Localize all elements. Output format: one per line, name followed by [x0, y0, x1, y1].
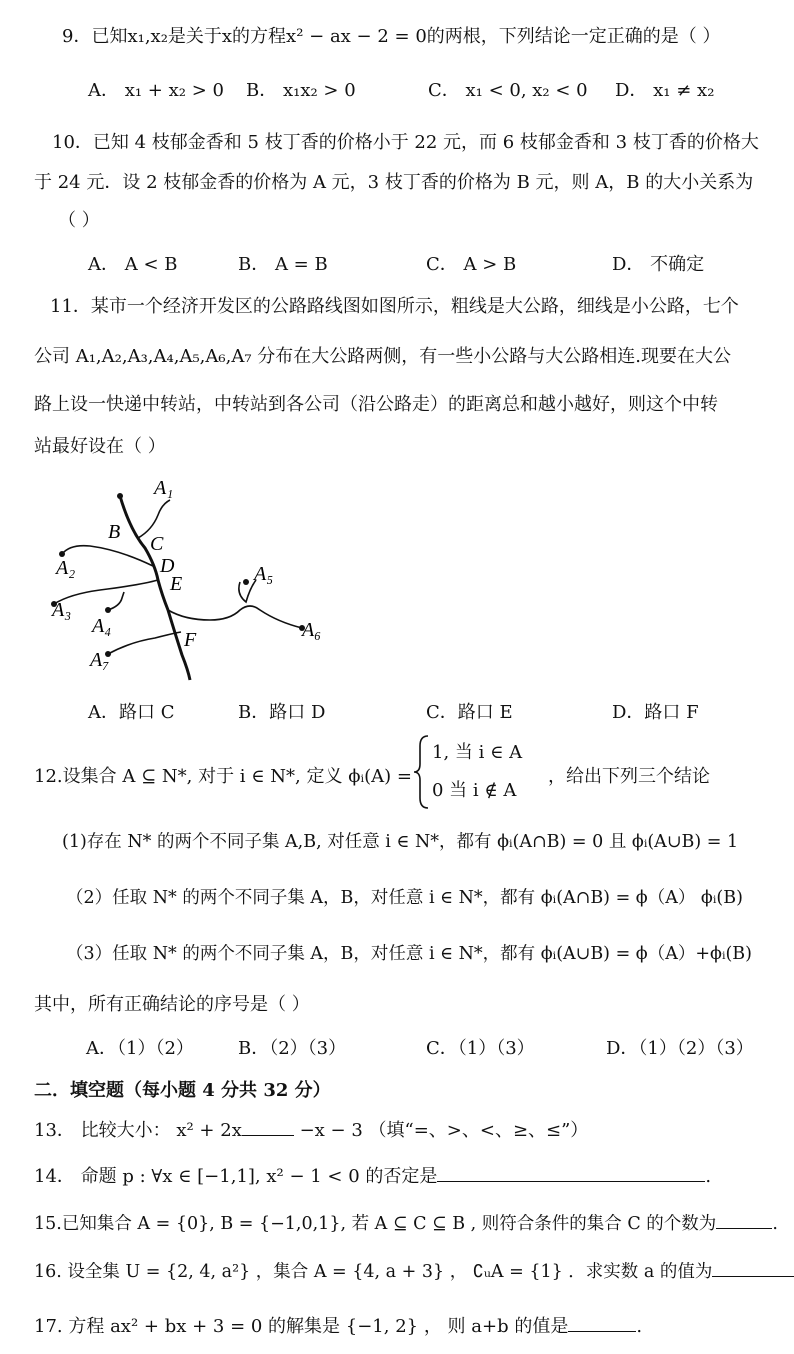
- q11-line-4: 站最好设在（ ）: [34, 436, 166, 457]
- q12-option-c: C．（1）（3）: [426, 1038, 535, 1059]
- q10-line-2: 于 24 元．设 2 枝郁金香的价格为 A 元，3 枝丁香的价格为 B 元，则 A，B 的大小关系为: [34, 172, 754, 193]
- q10-line-1: 10．已知 4 枝郁金香和 5 枝丁香的价格小于 22 元，而 6 枝郁金香和 3 枝丁香的价格大: [52, 132, 759, 153]
- q11-option-d: D．路口 F: [612, 702, 699, 723]
- q16: [34, 1258, 794, 1283]
- q17: [34, 1312, 642, 1338]
- q17-text-after: .: [636, 1316, 643, 1337]
- label-d: D: [160, 555, 175, 577]
- q12-prefix: 12.设集合 A ⊆ N*, 对于 i ∈ N*, 定义 ϕᵢ(A) =: [34, 766, 412, 787]
- q12-option-a: A．（1）（2）: [86, 1038, 194, 1059]
- q14-answer-blank[interactable]: [437, 1181, 705, 1182]
- q13: [34, 1116, 588, 1142]
- label-a3: A₃: [52, 599, 72, 621]
- q10-option-d: D． 不确定: [612, 254, 705, 275]
- q12-option-d: D．（1）（2）（3）: [606, 1038, 754, 1059]
- label-e: E: [170, 573, 183, 595]
- label-f: F: [184, 629, 197, 651]
- q10-line-3: （ ）: [58, 210, 100, 231]
- label-b: B: [108, 521, 121, 543]
- q12-case-2: 0 当 i ∉ A: [432, 780, 517, 801]
- q11-option-b: B．路口 D: [238, 702, 326, 723]
- q16-text-before: 16. 设全集 U = {2, 4, a²} ，集合 A = {4, a + 3} ， ∁ᵤA = {1} ．求实数 a 的值为: [34, 1262, 713, 1282]
- dot-a5: [243, 579, 249, 585]
- q12-brace: [412, 734, 432, 810]
- q17-text-before: 17. 方程 ax² + bx + 3 = 0 的解集是 {−1, 2} ， 则 a+b 的值是: [34, 1316, 569, 1337]
- q11-option-a: A．路口 C: [88, 702, 175, 723]
- q12-statement-2: （2）任取 N* 的两个不同子集 A，B，对任意 i ∈ N*，都有 ϕᵢ(A∩B) = ϕ（A） ϕᵢ(B): [66, 888, 743, 908]
- q12-statement-3: （3）任取 N* 的两个不同子集 A，B，对任意 i ∈ N*，都有 ϕᵢ(A∪B) = ϕ（A）+ϕᵢ(B): [66, 944, 752, 964]
- road-a2: [62, 546, 153, 566]
- q9-option-c: C． x₁ < 0, x₂ < 0: [428, 80, 588, 101]
- q17-answer-blank[interactable]: [568, 1331, 636, 1332]
- q9-option-b: B． x₁x₂ > 0: [246, 80, 356, 101]
- q15-text-after: .: [772, 1214, 778, 1234]
- q14-text-after: .: [705, 1166, 712, 1187]
- dot-a1: [117, 493, 123, 499]
- q12-case-1: 1, 当 i ∈ A: [432, 742, 523, 763]
- road-a4: [108, 592, 124, 610]
- q11-option-c: C．路口 E: [426, 702, 513, 723]
- q9-stem: 9．已知x₁,x₂是关于x的方程x² − ax − 2 = 0的两根，下列结论一定正确的是（ ）: [62, 26, 721, 47]
- q11-line-2: 公司 A₁,A₂,A₃,A₄,A₅,A₆,A₇ 分布在大公路两侧，有一些小公路与大公路相连.现要在大公: [34, 346, 731, 367]
- label-a7: A₇: [90, 649, 110, 671]
- q11-line-1: 11．某市一个经济开发区的公路路线图如图所示，粗线是大公路，细线是小公路，七个: [50, 296, 739, 317]
- q15-answer-blank[interactable]: [716, 1228, 772, 1229]
- q9-option-d: D． x₁ ≠ x₂: [615, 80, 715, 101]
- q15: [34, 1210, 778, 1235]
- road-a6: [168, 606, 302, 628]
- label-a5: A₅: [254, 563, 274, 585]
- q12-option-b: B．（2）（3）: [238, 1038, 347, 1059]
- q13-text-after: −x − 3 （填“=、>、<、≥、≤”）: [293, 1120, 589, 1141]
- q13-text-before: 13． 比较大小： x² + 2x: [34, 1120, 242, 1141]
- label-a1: A₁: [154, 477, 174, 499]
- q10-option-b: B． A = B: [238, 254, 328, 275]
- label-a6: A₆: [302, 619, 322, 641]
- q9-option-a: A． x₁ + x₂ > 0: [88, 80, 224, 101]
- q16-answer-blank[interactable]: [712, 1276, 794, 1277]
- q11-line-3: 路上设一快递中转站，中转站到各公司（沿公路走）的距离总和越小越好，则这个中转: [34, 394, 718, 415]
- road-map-figure: [40, 470, 340, 690]
- label-a4: A₄: [92, 615, 112, 637]
- label-c: C: [150, 533, 164, 555]
- q14: [34, 1162, 711, 1188]
- road-a7: [108, 632, 181, 654]
- label-a2: A₂: [56, 557, 76, 579]
- q12-suffix: ，给出下列三个结论: [548, 766, 710, 787]
- q12-statement-1: (1)存在 N* 的两个不同子集 A,B, 对任意 i ∈ N*，都有 ϕᵢ(A∩B) = 0 且 ϕᵢ(A∪B) = 1: [62, 832, 739, 852]
- section-2-heading: 二．填空题（每小题 4 分共 32 分）: [34, 1080, 331, 1101]
- dot-a4: [105, 607, 111, 613]
- q15-text-before: 15.已知集合 A = {0}, B = {−1,0,1}, 若 A ⊆ C ⊆ B , 则符合条件的集合 C 的个数为: [34, 1214, 717, 1234]
- q10-option-a: A． A < B: [88, 254, 178, 275]
- q12-question: 其中，所有正确结论的序号是（ ）: [34, 994, 310, 1015]
- q10-option-c: C． A > B: [426, 254, 517, 275]
- q13-answer-blank[interactable]: [242, 1135, 294, 1136]
- q14-text-before: 14． 命题 p : ∀x ∈ [−1,1], x² − 1 < 0 的否定是: [34, 1166, 438, 1187]
